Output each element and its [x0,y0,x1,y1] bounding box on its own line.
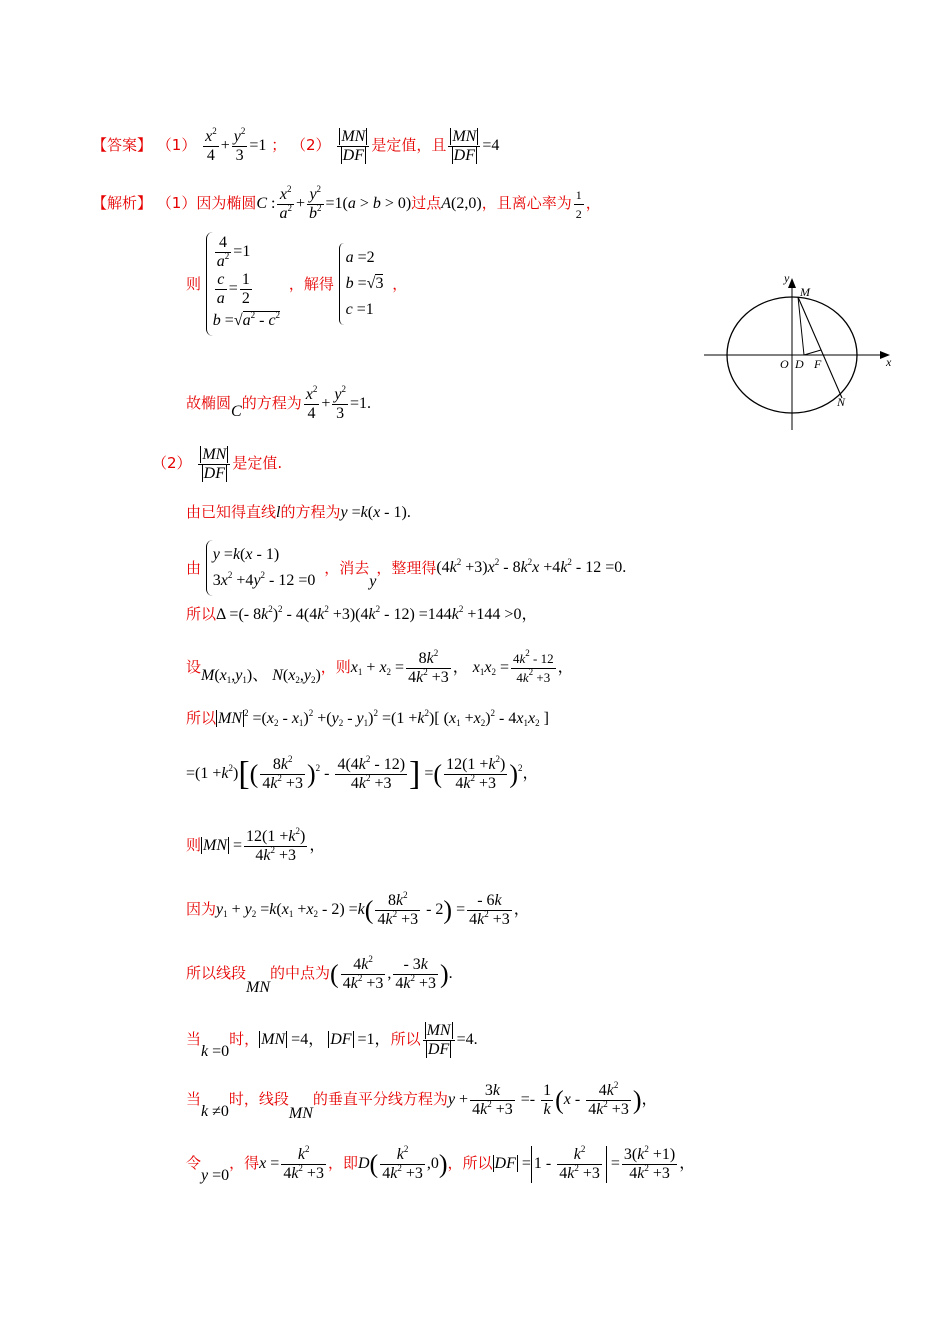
analysis-line: 【解析】 （1）因为椭圆C : $\frac{x^2}{a^2}$ + $\frac{y^2}{b^2}$ =1(a > b > 0)过点A(2,0)，且离心率为 $\frac{1}{2}$ ， [92,184,601,222]
label-f: F [814,357,822,371]
k-zero-row: 当k =0时， MN =4， DF =1，所以 $\frac{MN}{DF}$ =4. [186,1022,478,1061]
label-o: O [780,357,789,371]
ellipse-eq-line: 故椭圆C的方程为 $\frac{x^2}{4}$ + $\frac{y^2}{3}$ =1. [186,384,371,422]
label-d: D [795,357,804,371]
part2-title: （2） $\frac{MN}{DF}$ 是定值. [152,446,283,482]
system2: a =2 b =√3 c =1 [339,243,388,325]
k-nonzero-row: 当k ≠0时，线段MN的垂直平分线方程为y + $\frac{3k}{4k^2 +3}$ =- $\frac{1}{k}$ (x - $\frac{4k^2}{4k^2 +3}$ )， [186,1080,658,1123]
answer-const-text: 是定值，且 [371,136,447,155]
label-m: M [800,285,810,299]
perpendicular-mark [804,350,821,355]
label-y: y [784,271,790,285]
line-eq-row: 由已知得直线l的方程为y =k(x - 1). [186,503,411,521]
answer-ellipse-eq: $\frac{x^2}{4}$ + $\frac{y^2}{3}$ =1 [205,126,267,164]
system1-line: 则 $\frac{4}{a^2}$ =1 $\frac{c}{a}$ = $\frac{1}{2}$ $b =√a^2 - c^2$ ，解得 a =2 b =√3 c =1 ， [186,232,407,336]
segment-md [798,297,804,355]
system1: $\frac{4}{a^2}$ =1 $\frac{c}{a}$ = $\frac{1}{2}$ $b =√a^2 - c^2$ [206,232,284,336]
mn-row: 则 MN = $\frac{12(1 +k^2)}{4k^2 +3}$ ， [186,826,326,864]
label-x: x [886,355,892,369]
delta-row: 所以Δ =(- $8k^2)^2 - 4(4k^2 +3)(4k^2 - 12) =144k^2 +144 >0$， [186,604,538,623]
mn-squared-row: 所以 MN $^2 =(x_2 - x_1)^2 +(y_2 - y_1)^2 =(1 +k^2)$[ $(x_1 +x_2)^2 - 4x_1x_2$ ] [186,708,549,728]
label-n: N [837,395,846,409]
ellipse-figure [700,270,900,435]
vieta-row: 设$M(x_1,y_1)$、 $N(x_2,y_2)$，则$x_1 + x_2$ = $\frac{8k^2}{4k^2 +3}$ ， $x_1x_2$ = $\frac{4k^2 - 12}{4k^2 +3}$ ， [186,648,574,686]
midpoint-row: 所以线段MN的中点为( $\frac{4k^2}{4k^2 +3}$ , $\frac{- 3k}{4k^2 +3}$ ). [186,954,453,997]
df-row: 令y =0，得x = $\frac{k^2}{4k^2 +3}$ ，即D( $\frac{k^2}{4k^2 +3}$ ,0)，所以 DF = 1 - $\frac{k^2}{4k^2 +3}$ = $\frac{3(k^2 +1)}{4k^2 +3}$ ， [186,1144,696,1185]
ysum-row: 因为$y_1 + y_2 =k(x_1 +x_2 - 2) =k$( $\frac{8k^2}{4k^2 +3}$ - 2) = $\frac{- 6k}{4k^2 +3}$ ， [186,890,530,928]
answer-line: 【答案】 （1） $\frac{x^2}{4}$ + $\frac{y^2}{3}$ =1 ； （2） $\frac{MN}{DF}$ 是定值，且 $\frac{MN}{DF}$ =4 [92,126,500,164]
mn-squared-row2: $=(1 +k^2)$[( $\frac{8k^2}{4k^2 +3}$ )$^2$ - $\frac{4(4k^2 - 12)}{4k^2 +3}$ ] =( $\frac{12(1 +k^2)}{4k^2 +3}$ )$^2$， [186,754,539,793]
elimination-row: 由 y =k(x - 1) $3x^2 +4y^2 - 12 =0$ ，消去y，整理得$(4k^2 +3)x^2 - 8k^2x +4k^2 - 12 =0$. [186,540,626,596]
system3: y =k(x - 1) $3x^2 +4y^2 - 12 =0$ [206,540,320,596]
analysis-tag: 【解析】 [92,194,153,213]
answer-tag: 【答案】 [92,136,153,155]
